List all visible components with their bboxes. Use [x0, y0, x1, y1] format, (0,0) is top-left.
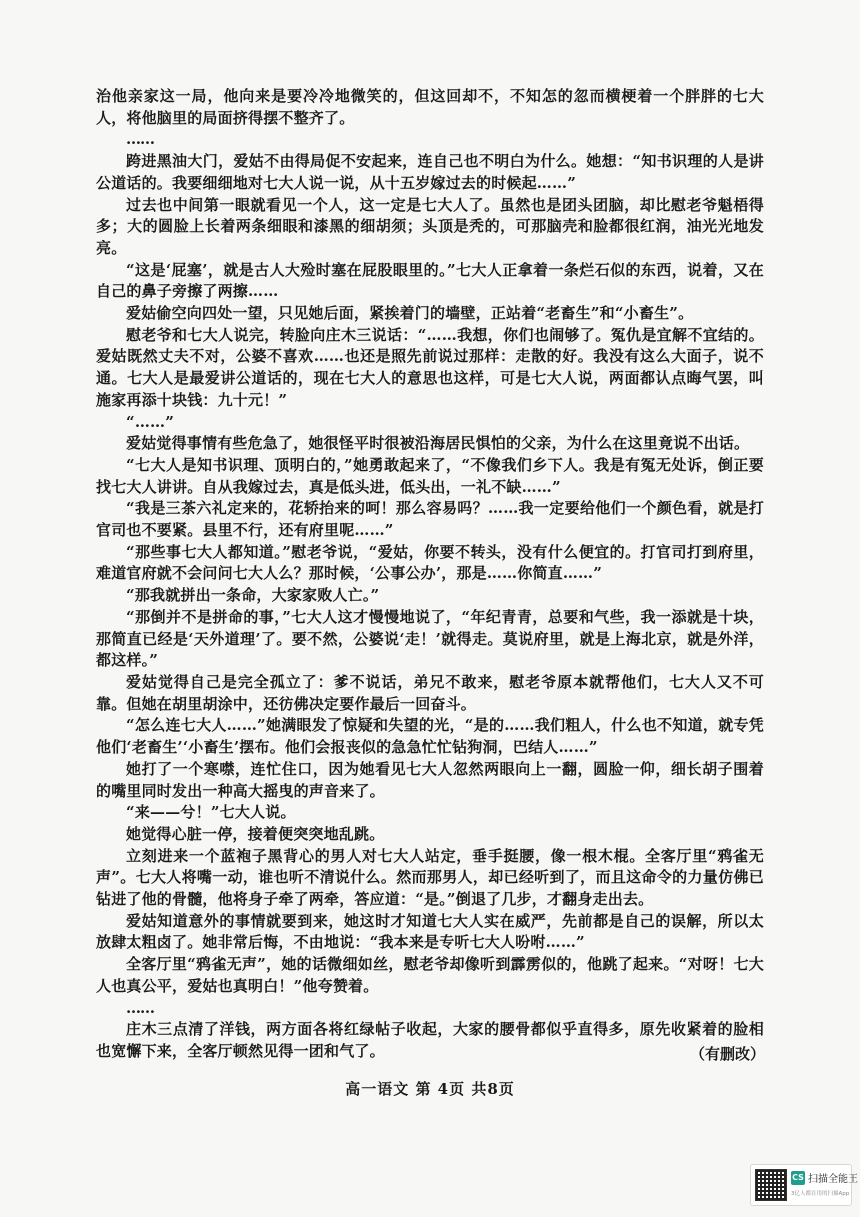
paragraph: 跨进黑油大门，爱姑不由得局促不安起来，连自己也不明白为什么。她想：“知书识理的人是讲公道话的。我要细细地对七大人说一说，从十五岁嫁过去的时候起……”: [96, 152, 764, 192]
paragraph: “我是三茶六礼定来的，花轿抬来的呵！那么容易吗？……我一定要给他们一个颜色看，就是打官司也不要紧。县里不行，还有府里呢……”: [96, 499, 764, 540]
scanner-title: 扫描全能王: [808, 1174, 858, 1185]
scanner-watermark: [750, 1164, 858, 1206]
camscanner-logo-icon: CS: [791, 1171, 805, 1185]
paragraph: 全客厅里“鸦雀无声”，她的话微细如丝，慰老爷却像听到霹雳似的，他跳了起来。“对呀！七大人也真公平，爱姑也真明白！”他夸赞着。: [96, 955, 764, 995]
paragraph: 过去也中间第一眼就看见一个人，这一定是七大人了。虽然也是团头团脑，却比慰老爷魁梧得多；大的圆脸上长着两条细眼和漆黑的细胡须；头顶是秃的，可那脑壳和脸都很红润，油光光地发亮。: [96, 195, 764, 257]
paragraph: “来——兮！”七大人说。: [126, 803, 296, 822]
paragraph: “这是‘屁塞’，就是古人大殓时塞在屁股眼里的。”七大人正拿着一条烂石似的东西，说着，又在自己的鼻子旁擦了两擦……: [96, 260, 764, 301]
paragraph: 爱姑知道意外的事情就要到来，她这时才知道七大人实在威严，先前都是自己的误解，所以太放肆太粗卤了。她非常后悔，不由地说：“我本来是专听七大人吩咐……”: [96, 911, 764, 952]
paragraph: 庄木三点清了洋钱，两方面各将红绿帖子收起，大家的腰骨都似乎直得多，原先收紧着的脸相也宽懈下来，全客厅顿然见得一团和气了。: [96, 1020, 764, 1060]
qr-code-icon: [755, 1169, 787, 1201]
paragraph: “那我就拼出一条命，大家家败人亡。”: [126, 586, 380, 605]
paragraph-ellipsis: ……: [126, 998, 154, 1017]
paragraph: 爱姑偷空向四处一望，只见她后面，紧挨着门的墙壁，正站着“老畜生”和“小畜生”。: [126, 304, 694, 323]
page-footer: 高一语文 第 4页 共8页: [345, 1080, 515, 1098]
paragraph: “那些事七大人都知道。”慰老爷说，“爱姑，你要不转头，没有什么便宜的。打官司打到府里，难道官府就不会问问七大人么？那时候，‘公事公办’，那是……你简直……”: [96, 542, 764, 583]
paragraph: 慰老爷和七大人说完，转脸向庄木三说话：“……我想，你们也闹够了。冤仇是宜解不宜结的。爱姑既然丈夫不对，公婆不喜欢……也还是照先前说过那样：走散的好。我没有这么大面子，说不通。七大人是最爱讲公道话的，现在七大人的意思也这样，可是七大人说，两面都认点晦气罢，叫施家再添十块钱：九十元！”: [96, 325, 764, 409]
paragraph: “七大人是知书识理、顶明白的，”她勇敢起来了，“不像我们乡下人。我是有冤无处诉，倒正要找七大人讲讲。自从我嫁过去，真是低头进，低头出，一礼不缺……”: [96, 455, 764, 496]
paragraph: “那倒并不是拼命的事，”七大人这才慢慢地说了，“年纪青青，总要和气些，我一添就是十块，那简直已经是‘天外道理’了。要不然，公婆说‘走！’就得走。莫说府里，就是上海北京，就是外洋，都这样。”: [96, 607, 764, 670]
paragraph: “……”: [126, 412, 175, 431]
paragraph: 立刻进来一个蓝袍子黑背心的男人对七大人站定，垂手挺腰，像一根木棍。全客厅里“鸦雀无声”。七大人将嘴一动，谁也听不清说什么。然而那男人，却已经听到了，而且这命令的力量仿佛已钻进了他的骨髓，他将身子牵了两牵，答应道：“是。”倒退了几步，才翻身走出去。: [96, 846, 764, 909]
paragraph: 她觉得心脏一停，接着便突突地乱跳。: [126, 824, 385, 843]
paragraph: 爱姑觉得事情有些危急了，她很怪平时很被沿海居民惧怕的父亲，为什么在这里竟说不出话。: [126, 434, 750, 453]
edit-note: （有删改）: [690, 1045, 766, 1063]
paragraph: 她打了一个寒噤，连忙住口，因为她看见七大人忽然两眼向上一翻，圆脸一仰，细长胡子围着的嘴里同时发出一种高大摇曳的声音来了。: [96, 759, 764, 800]
paragraph: 治他亲家这一局，他向来是要冷冷地微笑的，但这回却不，不知怎的忽而横梗着一个胖胖的七大人，将他脑里的局面挤得摆不整齐了。: [96, 87, 764, 127]
scanner-subtitle: 3亿人都在用的扫描App: [791, 1191, 850, 1197]
paragraph-ellipsis: ……: [126, 130, 154, 149]
paragraph: 爱姑觉得自己是完全孤立了：爹不说话，弟兄不敢来，慰老爷原本就帮他们，七大人又不可靠。但她在胡里胡涂中，还彷佛决定要作最后一回奋斗。: [96, 672, 764, 713]
passage-text: [96, 86, 764, 1063]
paragraph: “怎么连七大人……”她满眼发了惊疑和失望的光，“是的……我们粗人，什么也不知道，就专凭他们‘老畜生’‘小畜生’摆布。他们会报丧似的急急忙忙钻狗洞，巴结人……”: [96, 716, 764, 757]
